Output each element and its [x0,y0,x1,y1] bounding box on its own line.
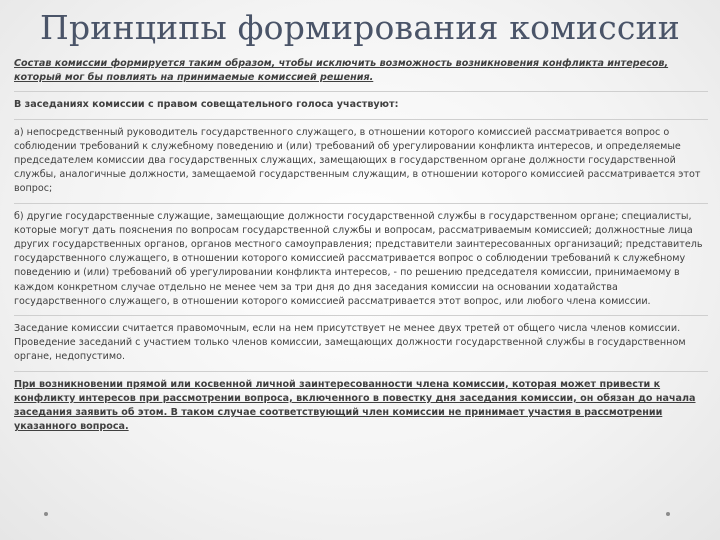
decorative-dot-icon [44,512,48,516]
decorative-dot-icon [666,512,670,516]
conflict-rule-paragraph: При возникновении прямой или косвенной личной заинтересованности члена комиссии, которая может привести к конфликту интересов при рассмотрении вопроса, включенного в повестку дня заседания комиссии, он обязан до начала заседания заявить об этом. В таком случае соответствующий член комиссии не принимает участия в рассмотрении указанного вопроса. [14,378,696,433]
slide-content [14,57,708,440]
item-b-paragraph: б) другие государственные служащие, замещающие должности государственной службы в государственном органе; специалисты, которые могут дать пояснения по вопросам государственной службы и вопросам, рассматриваемым комиссией; должностные лица других государственных органов, органов местного самоуправления; представители заинтересованных организаций; представитель государственного служащего, в отношении которого комиссией рассматривается вопрос о соблюдении требований к служебному поведению и (или) требований об урегулировании конфликта интересов, - по решению председателя комиссии, принимаемому в каждом конкретном случае отдельно не менее чем за три дня до дня заседания комиссии на основании ходатайства государственного служащего, в отношении которого комиссией рассматривается этот вопрос, или любого члена комиссии. [14,210,703,307]
quorum-paragraph: Заседание комиссии считается правомочным, если на нем присутствует не менее двух третей от общего числа членов комиссии. Проведение заседаний с участием только членов комиссии, замещающих должности государственной службы в государственном органе, недопустимо. [14,323,686,363]
divider [14,315,708,316]
slide-title: Принципы формирования комиссии [40,8,680,47]
divider [14,119,708,120]
participants-lead: В заседаниях комиссии с правом совещательного голоса участвуют: [14,99,399,111]
divider [14,203,708,204]
divider [14,91,708,92]
divider [14,371,708,372]
intro-paragraph: Состав комиссии формируется таким образом, чтобы исключить возможность возникновения конфликта интересов, который мог бы повлиять на принимаемые комиссией решения. [14,58,669,84]
item-a-paragraph: а) непосредственный руководитель государственного служащего, в отношении которого комиссией рассматривается вопрос о соблюдении требований к служебному поведению и (или) требований об урегулировании конфликта интересов, и определяемые председателем комиссии два государственных служащих, замещающих в государственном органе должности государственной службы, аналогичные должности, замещаемой государственным служащим, в отношении которого комиссией рассматривается этот вопрос; [14,126,701,195]
